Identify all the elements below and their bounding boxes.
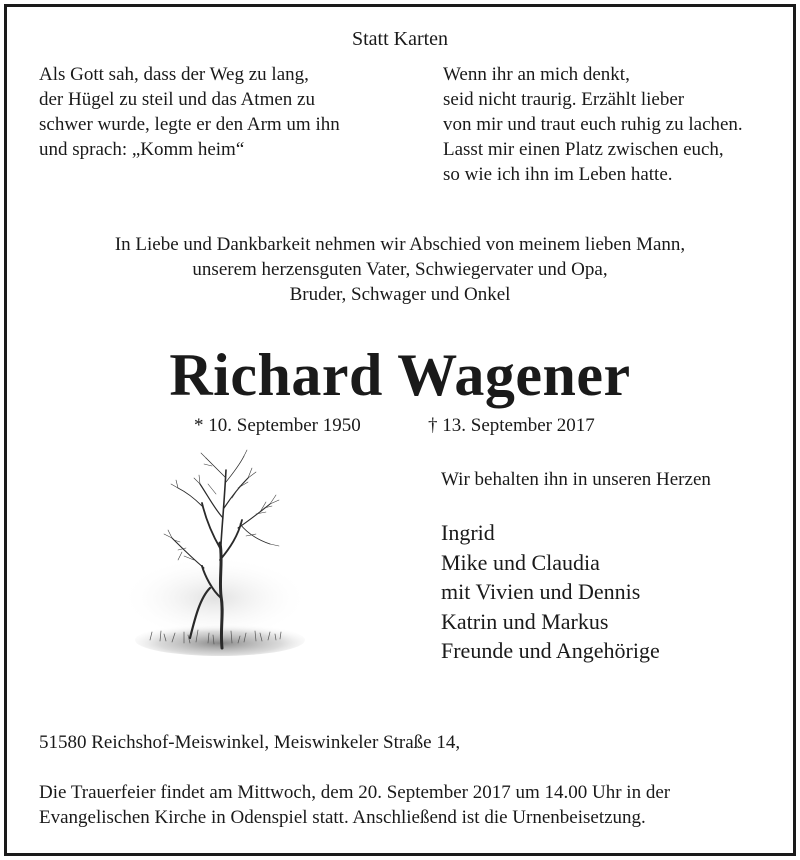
poem-left	[39, 62, 340, 162]
funeral-line: Evangelischen Kirche in Odenspiel statt. Anschließend ist die Urnenbeisetzung.	[39, 807, 646, 828]
deceased-name: Richard Wagener	[169, 342, 631, 408]
mourner-name: Ingrid	[441, 520, 495, 545]
poem-right-line: so wie ich ihn im Leben hatte.	[443, 164, 673, 185]
intro-line: unserem herzensguten Vater, Schwiegervater und Opa,	[192, 259, 608, 280]
funeral-info	[39, 780, 670, 830]
intro-line: In Liebe und Dankbarkeit nehmen wir Abschied von meinem lieben Mann,	[114, 234, 686, 255]
mourners-list	[441, 518, 660, 666]
poem-left-line: der Hügel zu steil und das Atmen zu	[39, 89, 315, 110]
poem-right-line: seid nicht traurig. Erzählt lieber	[443, 89, 685, 110]
address: 51580 Reichshof-Meiswinkel, Meiswinkeler Straße 14,	[39, 732, 461, 753]
funeral-line: Die Trauerfeier findet am Mittwoch, dem 20. September 2017 um 14.00 Uhr in der	[39, 782, 671, 803]
poem-right-line: von mir und traut euch ruhig zu lachen.	[443, 114, 743, 135]
birth-date: * 10. September 1950	[194, 415, 361, 436]
poem-left-line: schwer wurde, legte er den Arm um ihn	[39, 114, 340, 135]
mourner-name: Mike und Claudia	[441, 549, 600, 575]
mourner-name: Freunde und Angehörige	[441, 638, 660, 663]
header-statt-karten: Statt Karten	[351, 28, 449, 50]
intro-line: Bruder, Schwager und Onkel	[289, 284, 511, 305]
intro-text	[0, 232, 800, 307]
motto: Wir behalten ihn in unseren Herzen	[441, 469, 711, 490]
death-date: † 13. September 2017	[428, 415, 595, 436]
poem-right-line: Lasst mir einen Platz zwischen euch,	[443, 139, 724, 160]
poem-right-line: Wenn ihr an mich denkt,	[443, 64, 630, 85]
tree-illustration	[120, 448, 320, 658]
mourner-name: Katrin und Markus	[441, 608, 609, 634]
poem-left-line: Als Gott sah, dass der Weg zu lang,	[39, 64, 309, 85]
mourner-name: mit Vivien und Dennis	[441, 579, 641, 604]
poem-left-line: und sprach: „Komm heim“	[39, 139, 245, 160]
poem-right	[443, 62, 743, 187]
